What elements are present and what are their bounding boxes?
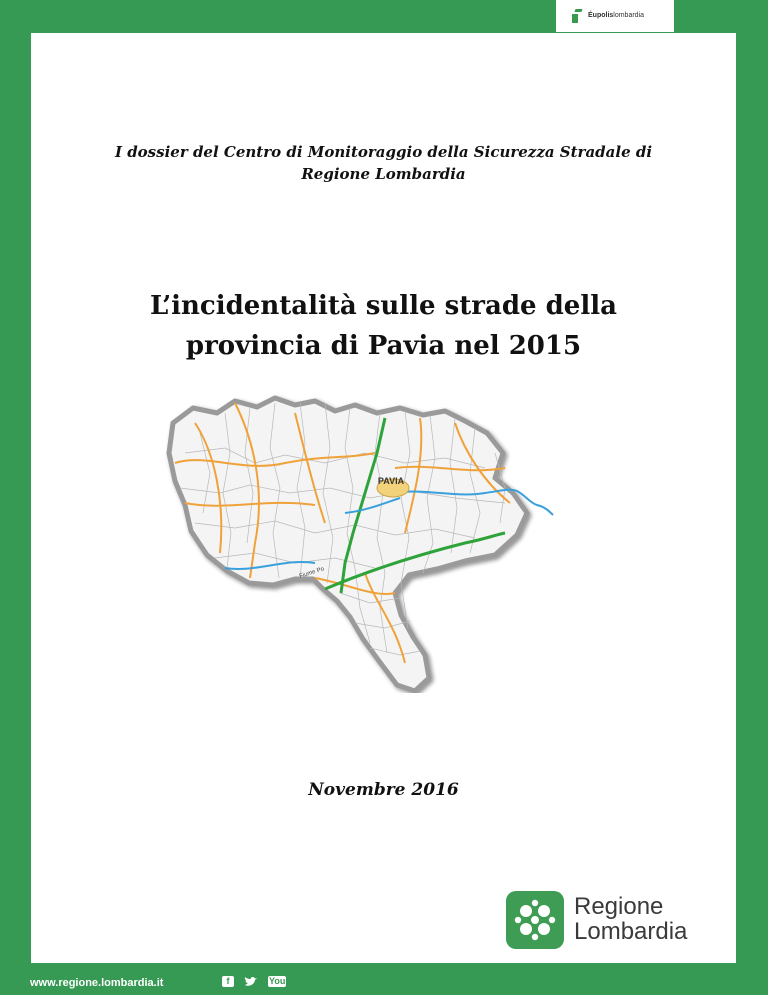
publication-date: Novembre 2016 <box>308 780 459 800</box>
youtube-icon[interactable]: You <box>269 976 286 986</box>
logo-text-line-2: Lombardia <box>574 918 688 945</box>
province-map <box>165 393 555 693</box>
social-links <box>222 976 291 990</box>
regione-lombardia-logo <box>506 891 716 949</box>
facebook-icon[interactable]: f <box>222 976 234 987</box>
title-line-1: L’incidentalità sulle strade della <box>150 291 617 321</box>
kicker-line-1: I dossier del Centro di Monitoraggio della Sicurezza Stradale di <box>114 143 653 161</box>
series-kicker <box>31 141 736 185</box>
map-river-label: Fiume Po <box>298 566 326 580</box>
eupolis-brand: Éupolislombardia <box>588 12 645 19</box>
map-city-label: PAVIA <box>377 476 405 486</box>
cover-page <box>31 33 736 963</box>
logo-text-line-1: Regione <box>574 893 664 920</box>
twitter-icon[interactable] <box>244 976 258 987</box>
footer-url[interactable]: www.regione.lombardia.it <box>30 977 164 989</box>
page-title <box>31 286 736 366</box>
kicker-line-2: Regione Lombardia <box>301 165 466 183</box>
rose-camuna-icon <box>506 891 564 949</box>
title-line-2: provincia di Pavia nel 2015 <box>185 331 582 361</box>
eupolis-logo <box>556 0 674 32</box>
eupolis-mark-icon <box>572 9 582 23</box>
